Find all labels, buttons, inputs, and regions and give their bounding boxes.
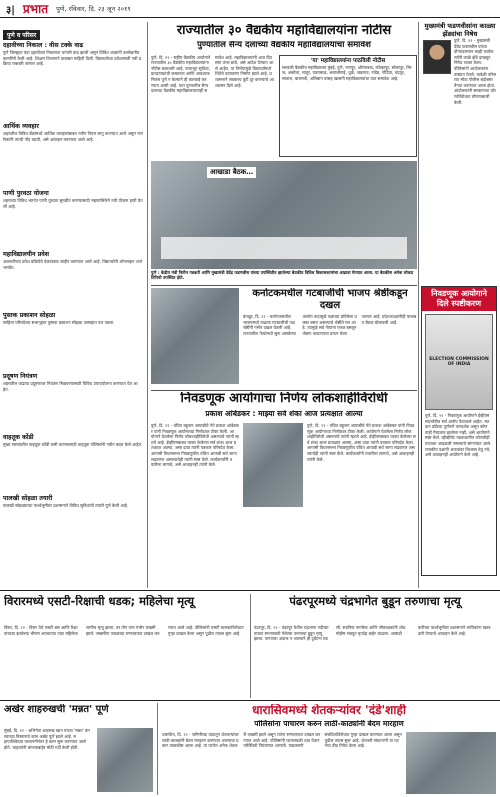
photo-label: आखाडा बैठक… — [207, 167, 256, 178]
right-title: मुख्यमंत्री फडणवीसांना काळ्या झेंड्यांचा निषेध — [424, 22, 496, 38]
meeting-table — [161, 237, 407, 259]
box-title: 'या' महाविद्यालयांना पाठविली नोटीस — [310, 57, 386, 64]
brief-heading: पाणी पुरवठा योजना — [3, 190, 49, 197]
brief-item — [3, 123, 143, 187]
photo-caption: पुणे : केंद्रीय मंत्री नितीन गडकरी आणि मुख्यमंत्री देवेंद्र फडणवीस यांच्या उपस्थितीत झालेल्या बैठकीत विविध विकासकामांचा आढावा घेण्यात आला. या बैठकीस अनेक लोकप्रतिनिधी उपस्थित होते. — [151, 269, 414, 281]
farmers-subhead: पोलिसांना पाचारण करुन लाठी-काठ्यांनी बेदम मारहाण — [254, 720, 404, 728]
lead-subhead: पुण्यातील सैन्य दलाच्या वैद्यकीय महाविद्यालयाचा समावेश — [197, 40, 371, 50]
brief-body: साहित्य परिषदेच्या सभागृहात पुस्तक प्रकाशन सोहळा उत्साहात पार पडला. — [3, 320, 115, 325]
mannat-photo — [97, 728, 153, 792]
masthead — [0, 0, 500, 18]
section-tag: पुणे व परिसर — [3, 30, 40, 40]
st-headline: विरारमध्ये एसटी-रिक्षाची धडक; महिलेचा मृत्यू — [4, 595, 195, 608]
lead-headline: राज्यातील ३० वैद्यकीय महाविद्यालयांना नोटीस — [176, 24, 392, 38]
election-box-body: पुणे, दि. २२ - निवडणूक आयोगाने ईव्हीएम संदर्भातील सर्व आरोप फेटाळले आहेत. मतदान प्रक्रिया पूर्णपणे पारदर्शक असून कोणताही गैरप्रकार झालेला नाही, असे आयोगाने स्पष्ट केले. व्हीव्हीपॅट पडताळणीत कोणतीही तफावत आढळली नसल्याचे सांगण्यात आले. राजकीय पक्षांनी अफवांवर विश्वास ठेवू नये, असे आवाहनही आयोगाने केले आहे. — [425, 413, 492, 458]
brief-item — [3, 495, 143, 559]
ambedkar-body-col2: पुणे, दि. २२ - वंचित बहुजन आघाडीचे नेते प्रकाश आंबेडकर यांनी निवडणूक आयोगाच्या निर्णयावर टीका केली. आयोगाने घेतलेला निर्णय लोकशाहीविरोधी असल्याचे त्यांनी म्हटले आहे. ईव्हीएमबाबत व्यक्त केलेल्या सर्व शंका आज प्रत्यक्षात आल्या, असा दावा त्यांनी पत्रकार परिषदेत केला. आगामी विधानसभा निवडणुकीत वंचित आघाडी सर्व जागा लढवणार असल्याचेही त्यांनी स्पष्ट केले. कार्यकर्त्यांनी तयारीला लागावे, असे आवाहनही त्यांनी केले. — [307, 423, 416, 462]
pandharpur-story — [254, 595, 496, 697]
mannat-story — [4, 704, 154, 792]
election-commission-box — [421, 286, 497, 576]
st-body: विरार, दि. २२ - विरार येथे एसटी बस आणि रिक्षा यांच्यात झालेल्या भीषण अपघातात एका महिलेचा जागीच मृत्यू झाला, तर तीन जण गंभीर जखमी झाले. जखमींना जवळच्या रुग्णालयात दाखल करण्यात आले आहे. पोलिसांनी एसटी चालकाविरोधात गुन्हा दाखल केला असून पुढील तपास सुरू आहे. — [4, 625, 244, 636]
brief-item — [3, 434, 143, 492]
brief-item — [3, 373, 143, 431]
karnataka-photo — [151, 288, 239, 384]
ambedkar-subhead: प्रकाश आंबेडकर : माझ्या सर्व शंका आज प्रत्यक्षात आल्या — [205, 410, 363, 418]
brief-heading: पालखी सोहळा तयारी — [3, 495, 53, 502]
election-box-title: निवडणूक आयोगाने दिले स्पष्टीकरण — [422, 287, 496, 311]
pandharpur-body: पंढरपूर, दि. २२ - पंढरपूर येथील चंद्रभागा नदीच्या पात्रात स्नानासाठी गेलेल्या तरुणाचा बुडून मृत्यू झाला. पाण्याचा अंदाज न आल्याने ही दुर्घटना घडली. स्थानिक नागरिक आणि जीवरक्षकांनी शोधमोहीम राबवून मृतदेह बाहेर काढला. आषाढी वारीच्या पार्श्वभूमीवर प्रशासनाने भाविकांना खबरदारी घेण्याचे आवाहन केले आहे. — [254, 625, 491, 642]
karnataka-story — [151, 288, 417, 384]
farmers-body: धाराशिव, दि. २२ - जमिनीच्या वादातून शेतकऱ्यांवर लाठी-काठ्यांनी बेदम मारहाण करण्यात आल्याचा प्रकार उघडकीस आला आहे. या घटनेत अनेक शेतकरी जखमी झाले असून त्यांना रुग्णालयात दाखल करण्यात आले आहे. पोलिसांनी घटनास्थळी धाव घेऊन परिस्थिती नियंत्रणात आणली. याप्रकरणी संबंधितांविरोधात गुन्हा दाखल करण्यात आला असून पुढील तपास सुरू आहे. शेतकरी संघटनांनी या घटनेचा तीव्र निषेध केला आहे. — [162, 732, 402, 749]
ambedkar-body-col: पुणे, दि. २२ - वंचित बहुजन आघाडीचे नेते प्रकाश आंबेडकर यांनी निवडणूक आयोगाच्या निर्णयावर टीका केली. आयोगाने घेतलेला निर्णय लोकशाहीविरोधी असल्याचे त्यांनी म्हटले आहे. ईव्हीएमबाबत व्यक्त केलेल्या सर्व शंका आज प्रत्यक्षात आल्या, असा दावा त्यांनी पत्रकार परिषदेत केला. आगामी विधानसभा निवडणुकीत वंचित आघाडी सर्व जागा लढवणार असल्याचेही त्यांनी स्पष्ट केले. कार्यकर्त्यांनी तयारीला लागावे, असे आवाहनही त्यांनी केले. — [151, 423, 239, 468]
brief-heading: आर्थिक व्यवहार — [3, 123, 39, 130]
farmers-photo — [406, 732, 496, 794]
brief-body: शहराच्या विविध भागांत पाणी पुरवठा सुरळीत करण्यासाठी महापालिकेने नवी योजना हाती घेतली आहे. — [3, 198, 143, 209]
brief-item — [3, 251, 143, 309]
left-news-column — [0, 22, 146, 588]
cm-portrait — [423, 40, 451, 74]
brief-heading: प्रदूषण नियंत्रण — [3, 373, 38, 380]
st-rickshaw-story — [4, 595, 246, 697]
mannat-headline: अखेर शाहरुखची 'मन्नत' पूर्ण — [4, 704, 109, 715]
election-image-text: ELECTION COMMISSION OF INDIA — [429, 357, 489, 367]
brief-heading: वाहतूक कोंडी — [3, 434, 34, 441]
brief-body: शहरातील विविध बँकांमध्ये आर्थिक व्यवहारांबाबत नवीन नियम लागू करण्यात आले असून नागरिकांनी त्याची नोंद घ्यावी, असे आवाहन करण्यात आले आहे. — [3, 131, 143, 142]
brief-heading: महाविद्यालयीन प्रवेश — [3, 251, 50, 258]
brief-heading: दहावीच्या निकाल : वीस टक्के वाढ — [3, 42, 84, 49]
brief-body: शहरातील वाढत्या प्रदूषणावर नियंत्रण मिळवण्यासाठी विविध उपाययोजना करण्यात येत आहेत. — [3, 381, 138, 392]
meeting-photo — [151, 161, 417, 269]
dateline: पुणे, रविवार, दि. २३ जून २०१९ — [56, 5, 131, 13]
election-commission-image — [425, 314, 493, 410]
right-news-column — [420, 22, 500, 282]
farmers-story — [162, 704, 496, 794]
column-rule — [418, 22, 419, 588]
ambedkar-photo — [243, 423, 303, 507]
lead-body: पुणे, दि. २२ - राष्ट्रीय वैद्यकीय आयोगाने राज्यातील ३० वैद्यकीय महाविद्यालयांना नोटीस बजावली आहे. पायाभूत सुविधा, प्राध्यापकांची कमतरता आणि आवश्यक निकष पूर्ण न केल्याने ही कारवाई करण्यात आली आहे. यात पुण्यातील सैन्य दलाच्या वैद्यकीय महाविद्यालयाचाही समावेश आहे. महाविद्यालयांनी आठ दिवसांत उत्तर द्यावे, असे आदेश देण्यात आले आहेत. या निर्णयामुळे विद्यार्थ्यांमध्ये चिंतेचे वातावरण निर्माण झाले आहे. प्रशासनाने लवकरच त्रुटी दूर करण्याचे आश्वासन दिले आहे. — [151, 54, 274, 94]
farmers-headline: धारासिवमध्ये शेतकऱ्यांवर 'दंडे'शाही — [252, 704, 406, 717]
right-body: पुणे, दि. २२ - मुख्यमंत्री देवेंद्र फडणवीस यांच्या दौऱ्यादरम्यान काही कार्यकर्त्यांनी काळे झेंडे दाखवून निषेध व्यक्त केला. पोलिसांनी आंदोलकांना ताब्यात घेतले. यावेळी परिसरात मोठा पोलीस बंदोबस्त तैनात करण्यात आला होता. आंदोलकांनी सरकारच्या धोरणांविरोधात घोषणाबाजी केली. — [454, 38, 496, 105]
brief-item — [3, 190, 143, 248]
newspaper-name: प्रभात — [22, 2, 49, 16]
mannat-body: मुंबई, दि. २२ - अभिनेता शाहरुख खान याच्या 'मन्नत' बंगल्याच्या विस्ताराचे काम अखेर पूर्ण झाले आहे. महापालिकेच्या परवानगीनंतर हे काम सुरू करण्यात आले होते. चाहत्यांनी बंगल्याबाहेर मोठी गर्दी केली होती. — [4, 728, 90, 750]
karnataka-body: बंगळूर, दि. २२ - कर्नाटकमधील भाजपमध्ये वाढत्या गटबाजीची पक्षश्रेष्ठींनी गंभीर दखल घेतली आहे. राज्यातील नेत्यांमध्ये सुरू असलेल्या अंतर्गत वादामुळे पक्षाच्या प्रतिमेला धक्का बसत असल्याचे श्रेष्ठींचे मत आहे. त्यामुळे सर्व नेत्यांना एकत्र बसवून तोडगा काढण्याचा प्रयत्न केला जाणार आहे. प्रदेशाध्यक्षांनीही याबाबत बैठक बोलावली आहे. — [243, 314, 417, 336]
page-number: ३| — [6, 4, 15, 16]
college-list-box — [279, 55, 417, 157]
column-rule — [147, 22, 148, 588]
ambedkar-headline: निवडणूक आयोगाचा निर्णय लोकशाहीविरोधी — [180, 392, 388, 406]
box-body: सरकारी वैद्यकीय महाविद्यालय मुंबई, पुणे, नागपूर, औरंगाबाद, कोल्हापूर, सोलापूर, मिरज, अकोला, लातूर, यवतमाळ, अंबाजोगाई, धुळे, जळगाव, नांदेड, गोंदिया, चंद्रपूर, सातारा, बारामती, अलिबाग यासह खासगी महाविद्यालयांचा यात समावेश आहे. — [282, 64, 412, 81]
ambedkar-story — [151, 392, 417, 507]
brief-body: अकरावीच्या प्रवेश प्रक्रियेचे वेळापत्रक जाहीर करण्यात आले आहे. विद्यार्थ्यांनी ऑनलाइन अर्ज भरावेत. — [3, 259, 142, 270]
brief-body: पुणे जिल्ह्यात यंदा दहावीच्या निकालात चांगली वाढ झाली असून विविध शाळांनी उल्लेखनीय कामगिरी केली आहे. शिक्षण विभागाने याबाबत माहिती दिली. विद्यार्थ्यांच्या प्रवेशासाठी नवी प्रक्रिया राबवली जाणार आहे. — [3, 50, 142, 67]
lead-story — [151, 24, 417, 287]
brief-heading: पुस्तक प्रकाशन सोहळा — [3, 312, 56, 319]
brief-item — [3, 312, 143, 370]
brief-body: पालखी सोहळ्याच्या पार्श्वभूमीवर प्रशासनाने विविध सुविधांची तयारी पूर्ण केली आहे. — [3, 503, 129, 508]
brief-item — [3, 42, 143, 120]
karnataka-headline: कर्नाटकमधील गटबाजीची भाजप श्रेष्ठींकडून दखल — [252, 288, 408, 311]
pandharpur-headline: पंढरपूरमध्ये चंद्रभागेत बुडून तरुणाचा मृत्यू — [289, 595, 461, 608]
brief-body: मुख्य रस्त्यांवरील वाहतूक कोंडी कमी करण्यासाठी वाहतूक पोलिसांनी नवीन बदल केले आहेत. — [3, 442, 143, 447]
